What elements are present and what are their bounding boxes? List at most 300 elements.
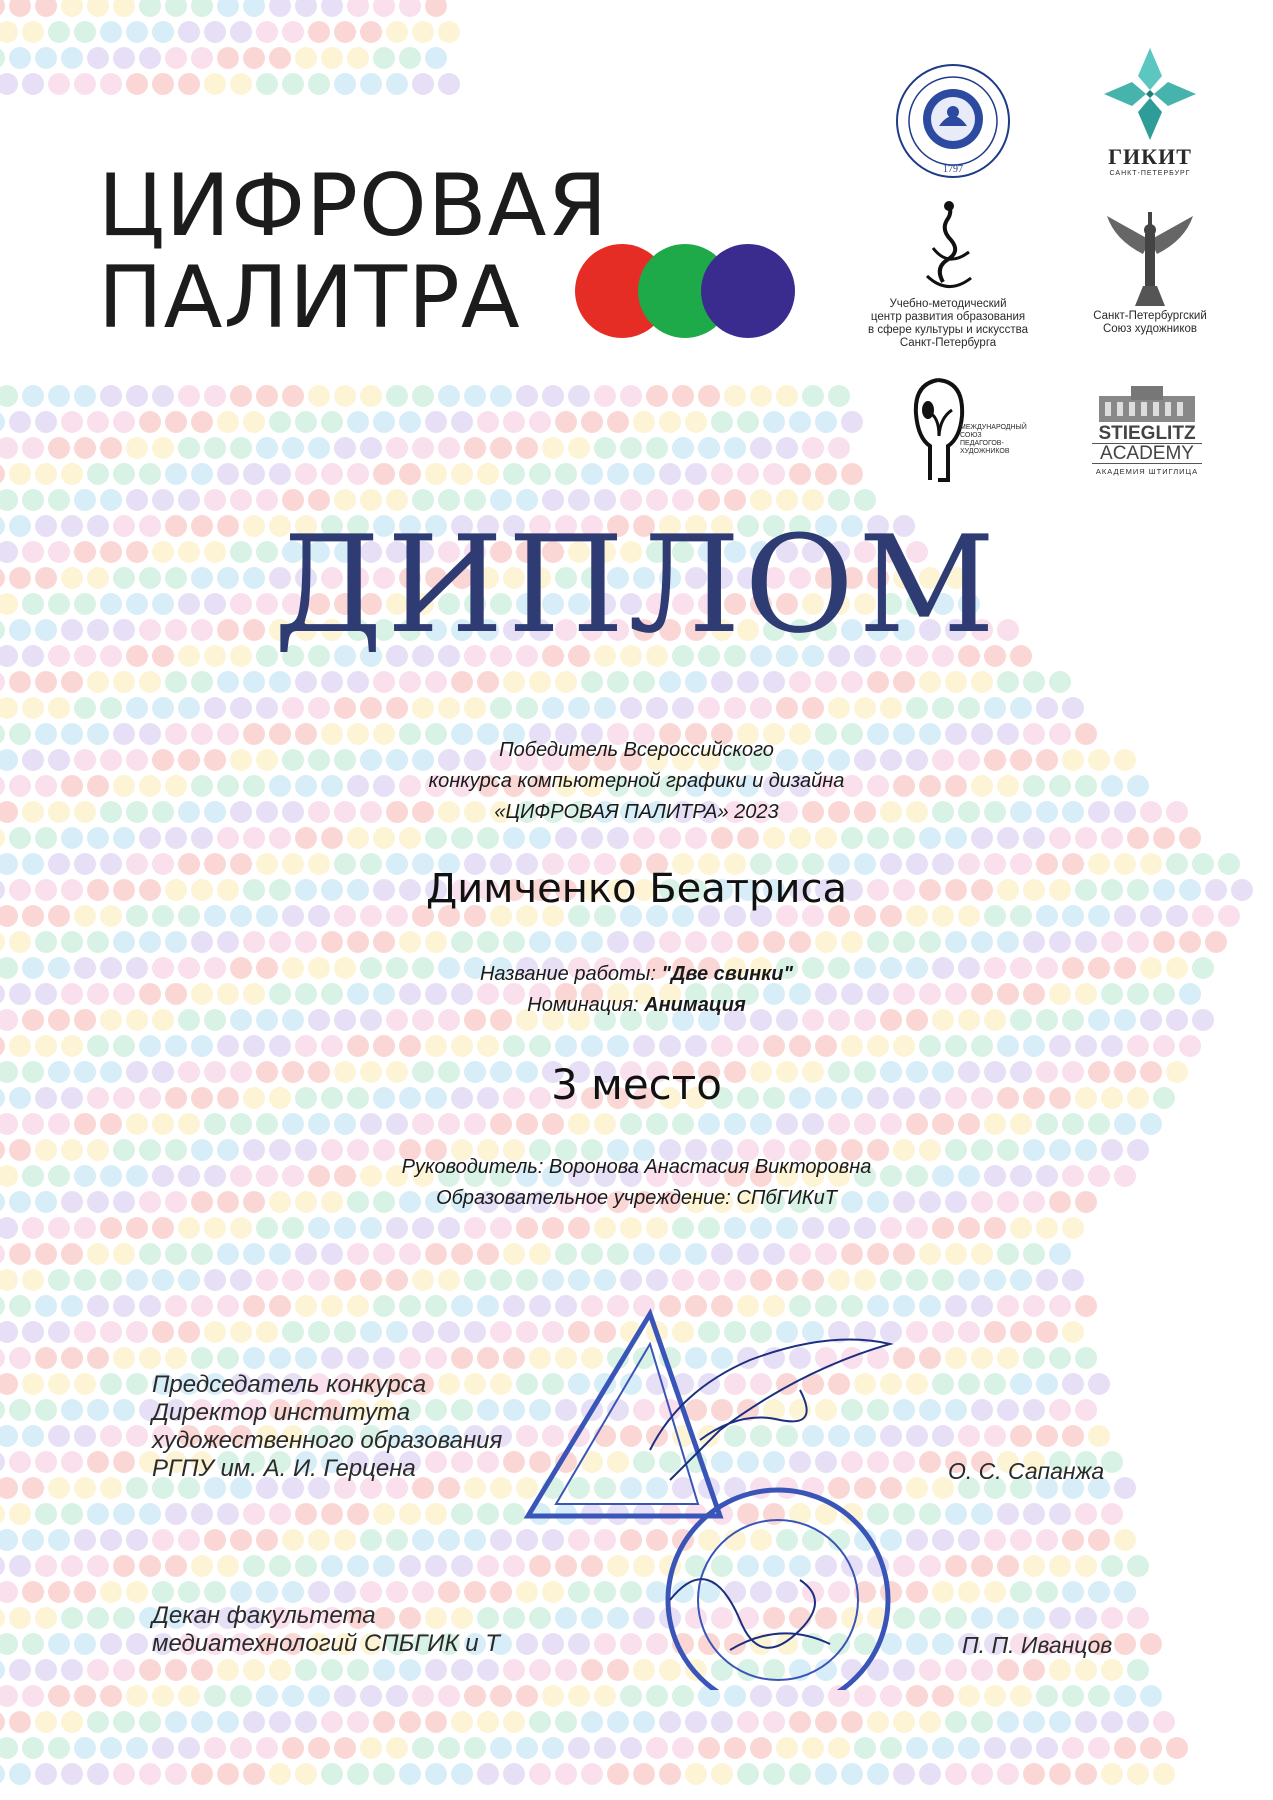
background-dot xyxy=(22,1529,44,1551)
background-dot xyxy=(48,697,70,719)
background-dot xyxy=(477,1763,499,1785)
chair-name: О. С. Сапанжа xyxy=(948,1458,1105,1484)
background-dot xyxy=(1127,1555,1149,1577)
background-dot xyxy=(295,1711,317,1733)
background-dot xyxy=(1088,1373,1110,1395)
background-dot xyxy=(0,671,5,693)
background-dot xyxy=(321,47,343,69)
background-dot xyxy=(100,1425,122,1447)
winged-figure-icon xyxy=(1095,210,1205,310)
background-dot xyxy=(191,1035,213,1057)
background-dot xyxy=(61,1711,83,1733)
background-dot xyxy=(191,47,213,69)
background-dot xyxy=(373,463,395,485)
background-dot xyxy=(425,1659,447,1681)
background-dot xyxy=(776,1269,798,1291)
background-dot xyxy=(737,1035,759,1057)
background-dot xyxy=(321,1503,343,1525)
background-dot xyxy=(555,671,577,693)
background-dot xyxy=(945,1503,967,1525)
background-dot xyxy=(737,411,759,433)
background-dot xyxy=(997,1607,1019,1629)
background-dot xyxy=(1062,1113,1084,1135)
background-dot xyxy=(126,1269,148,1291)
background-dot xyxy=(607,463,629,485)
background-dot xyxy=(412,1685,434,1707)
background-dot xyxy=(139,1243,161,1265)
background-dot xyxy=(789,411,811,433)
background-dot xyxy=(880,697,902,719)
background-dot xyxy=(490,1737,512,1759)
background-dot xyxy=(438,1737,460,1759)
background-dot xyxy=(659,1763,681,1785)
background-dot xyxy=(61,827,83,849)
background-dot xyxy=(763,1035,785,1057)
background-dot xyxy=(35,1555,57,1577)
background-dot xyxy=(347,671,369,693)
background-dot xyxy=(1010,1373,1032,1395)
background-dot xyxy=(9,1607,31,1629)
background-dot xyxy=(347,411,369,433)
background-dot xyxy=(750,697,772,719)
background-dot xyxy=(867,827,889,849)
background-dot xyxy=(243,1035,265,1057)
background-dot xyxy=(152,697,174,719)
background-dot xyxy=(48,1581,70,1603)
background-dot xyxy=(165,463,187,485)
background-dot xyxy=(87,463,109,485)
background-dot xyxy=(204,21,226,43)
work-title-line xyxy=(0,963,1273,986)
background-dot xyxy=(165,671,187,693)
background-dot xyxy=(984,1321,1006,1343)
work-label: Название работы: xyxy=(479,963,656,985)
background-dot xyxy=(763,931,785,953)
stieglitz-name-academy: ACADEMY xyxy=(1092,443,1202,464)
background-dot xyxy=(659,463,681,485)
background-dot xyxy=(1075,1555,1097,1577)
background-dot xyxy=(529,1763,551,1785)
background-dot xyxy=(191,1295,213,1317)
background-dot xyxy=(178,1269,200,1291)
spbsh-text: Санкт-Петербургский Союз художников xyxy=(1093,310,1207,335)
background-dot xyxy=(672,1737,694,1759)
background-dot xyxy=(22,1425,44,1447)
background-dot xyxy=(360,385,382,407)
background-dot xyxy=(581,1711,603,1733)
background-dot xyxy=(711,1035,733,1057)
background-dot xyxy=(581,463,603,485)
background-dot xyxy=(113,1503,135,1525)
background-dot xyxy=(373,1503,395,1525)
background-dot xyxy=(802,1113,824,1135)
background-dot xyxy=(165,1503,187,1525)
background-dot xyxy=(1062,1373,1084,1395)
background-dot xyxy=(35,1503,57,1525)
background-dot xyxy=(711,827,733,849)
background-dot xyxy=(165,1035,187,1057)
academy-building-icon xyxy=(1095,384,1199,424)
background-dot xyxy=(139,411,161,433)
background-dot xyxy=(1101,931,1123,953)
background-dot xyxy=(35,827,57,849)
background-dot xyxy=(230,1581,252,1603)
background-dot xyxy=(1062,1737,1084,1759)
background-dot xyxy=(61,1347,83,1369)
background-dot xyxy=(1010,1113,1032,1135)
background-dot xyxy=(724,437,746,459)
background-dot xyxy=(269,0,291,17)
background-dot xyxy=(308,1529,330,1551)
background-dot xyxy=(152,437,174,459)
background-dot xyxy=(139,47,161,69)
background-dot xyxy=(1114,1581,1136,1603)
background-dot xyxy=(984,1217,1006,1239)
background-dot xyxy=(1023,1711,1045,1733)
background-dot xyxy=(958,1373,980,1395)
background-dot xyxy=(1010,697,1032,719)
background-dot xyxy=(1049,671,1071,693)
background-dot xyxy=(1088,1529,1110,1551)
background-dot xyxy=(113,1243,135,1265)
background-dot xyxy=(399,1347,421,1369)
background-dot xyxy=(100,1113,122,1135)
background-dot xyxy=(360,21,382,43)
background-dot xyxy=(22,1321,44,1343)
background-dot xyxy=(295,931,317,953)
background-dot xyxy=(464,1217,486,1239)
background-dot xyxy=(802,385,824,407)
background-dot xyxy=(295,463,317,485)
background-dot xyxy=(87,1451,109,1473)
background-dot xyxy=(945,1555,967,1577)
background-dot xyxy=(750,1269,772,1291)
background-dot xyxy=(438,1581,460,1603)
background-dot xyxy=(1088,1685,1110,1707)
background-dot xyxy=(425,1711,447,1733)
background-dot xyxy=(386,1269,408,1291)
background-dot xyxy=(386,697,408,719)
background-dot xyxy=(1062,1685,1084,1707)
background-dot xyxy=(945,931,967,953)
background-dot xyxy=(282,697,304,719)
background-dot xyxy=(360,1737,382,1759)
background-dot xyxy=(152,1529,174,1551)
background-dot xyxy=(0,21,18,43)
background-dot xyxy=(555,1711,577,1733)
background-dot xyxy=(399,0,421,17)
background-dot xyxy=(750,1737,772,1759)
background-dot xyxy=(581,1035,603,1057)
background-dot xyxy=(1088,1737,1110,1759)
background-dot xyxy=(230,1321,252,1343)
background-dot xyxy=(971,1555,993,1577)
background-dot xyxy=(9,1347,31,1369)
background-dot xyxy=(503,1035,525,1057)
background-dot xyxy=(789,1763,811,1785)
background-dot xyxy=(321,1711,343,1733)
nomination-label: Номинация: xyxy=(527,994,639,1016)
background-dot xyxy=(61,1451,83,1473)
background-dot xyxy=(854,1217,876,1239)
background-dot xyxy=(425,1763,447,1785)
background-dot xyxy=(269,47,291,69)
background-dot xyxy=(35,1295,57,1317)
background-dot xyxy=(1127,931,1149,953)
background-dot xyxy=(308,73,330,95)
background-dot xyxy=(9,1659,31,1681)
background-dot xyxy=(321,463,343,485)
background-dot xyxy=(1101,1659,1123,1681)
background-dot xyxy=(477,411,499,433)
background-dot xyxy=(958,1269,980,1291)
background-dot xyxy=(815,411,837,433)
background-dot xyxy=(178,437,200,459)
background-dot xyxy=(22,1477,44,1499)
background-dot xyxy=(373,1555,395,1577)
background-dot xyxy=(360,1269,382,1291)
background-dot xyxy=(1010,1217,1032,1239)
background-dot xyxy=(126,385,148,407)
background-dot xyxy=(126,1113,148,1135)
background-dot xyxy=(425,0,447,17)
background-dot xyxy=(464,385,486,407)
background-dot xyxy=(126,21,148,43)
background-dot xyxy=(347,463,369,485)
background-dot xyxy=(360,1217,382,1239)
background-dot xyxy=(399,1503,421,1525)
background-dot xyxy=(386,1217,408,1239)
background-dot xyxy=(334,21,356,43)
background-dot xyxy=(9,1503,31,1525)
background-dot xyxy=(1036,1685,1058,1707)
background-dot xyxy=(269,931,291,953)
background-dot xyxy=(74,437,96,459)
official-stamps xyxy=(500,1300,940,1690)
background-dot xyxy=(87,1711,109,1733)
background-dot xyxy=(1036,1581,1058,1603)
background-dot xyxy=(230,21,252,43)
background-dot xyxy=(61,671,83,693)
background-dot xyxy=(464,697,486,719)
logo-gikit xyxy=(1100,46,1200,177)
background-dot xyxy=(256,697,278,719)
background-dot xyxy=(87,47,109,69)
background-dot xyxy=(139,671,161,693)
background-dot xyxy=(61,463,83,485)
background-dot xyxy=(997,1347,1019,1369)
background-dot xyxy=(685,827,707,849)
background-dot xyxy=(750,1113,772,1135)
background-dot xyxy=(282,1217,304,1239)
background-dot xyxy=(269,1763,291,1785)
background-dot xyxy=(1062,1529,1084,1551)
background-dot xyxy=(113,411,135,433)
background-dot xyxy=(191,1659,213,1681)
background-dot xyxy=(126,697,148,719)
background-dot xyxy=(893,1243,915,1265)
background-dot xyxy=(347,1659,369,1681)
herzen-university-seal-icon xyxy=(894,62,1012,180)
background-dot xyxy=(867,931,889,953)
background-dot xyxy=(633,1035,655,1057)
background-dot xyxy=(347,0,369,17)
background-dot xyxy=(659,827,681,849)
background-dot xyxy=(0,385,18,407)
background-dot xyxy=(672,385,694,407)
background-dot xyxy=(1036,1529,1058,1551)
background-dot xyxy=(152,385,174,407)
background-dot xyxy=(529,671,551,693)
background-dot xyxy=(360,437,382,459)
background-dot xyxy=(568,1113,590,1135)
dean-title-block: Декан факультета медиатехнологий СПБГИК и Т xyxy=(152,1602,500,1657)
background-dot xyxy=(1062,697,1084,719)
round-stamp-icon xyxy=(668,1490,888,1690)
background-dot xyxy=(269,1659,291,1681)
background-dot xyxy=(165,1243,187,1265)
background-dot xyxy=(854,697,876,719)
umc-text: Учебно-методический центр развития образования в сфере культуры и искусства Санкт-Петербурга xyxy=(868,298,1028,349)
background-dot xyxy=(35,1451,57,1473)
background-dot xyxy=(451,1295,473,1317)
background-dot xyxy=(932,1269,954,1291)
background-dot xyxy=(1075,1503,1097,1525)
background-dot xyxy=(139,463,161,485)
background-dot xyxy=(282,73,304,95)
background-dot xyxy=(607,931,629,953)
background-dot xyxy=(165,1555,187,1577)
background-dot xyxy=(139,1659,161,1681)
background-dot xyxy=(61,1555,83,1577)
background-dot xyxy=(1049,1763,1071,1785)
background-dot xyxy=(789,827,811,849)
background-dot xyxy=(22,1373,44,1395)
background-dot xyxy=(503,411,525,433)
background-dot xyxy=(451,463,473,485)
background-dot xyxy=(139,931,161,953)
background-dot xyxy=(711,1763,733,1785)
background-dot xyxy=(503,931,525,953)
background-dot xyxy=(178,1529,200,1551)
background-dot xyxy=(932,1113,954,1135)
background-dot xyxy=(477,1711,499,1733)
background-dot xyxy=(217,931,239,953)
logo-stieglitz-academy xyxy=(1092,384,1202,476)
background-dot xyxy=(1127,1763,1149,1785)
background-dot xyxy=(594,1737,616,1759)
background-dot xyxy=(100,1321,122,1343)
background-dot xyxy=(763,411,785,433)
background-dot xyxy=(555,411,577,433)
background-dot xyxy=(841,411,863,433)
background-dot xyxy=(971,931,993,953)
handwritten-signatures xyxy=(650,1340,890,1650)
background-dot xyxy=(1101,1763,1123,1785)
background-dot xyxy=(1114,1477,1136,1499)
background-dot xyxy=(1140,1685,1162,1707)
background-dot xyxy=(87,0,109,17)
background-dot xyxy=(74,73,96,95)
background-dot xyxy=(581,411,603,433)
background-dot xyxy=(0,1529,18,1551)
background-dot xyxy=(451,931,473,953)
background-dot xyxy=(880,1737,902,1759)
background-dot xyxy=(334,73,356,95)
background-dot xyxy=(0,1555,5,1577)
background-dot xyxy=(971,1659,993,1681)
background-dot xyxy=(308,1217,330,1239)
background-dot xyxy=(152,1113,174,1135)
background-dot xyxy=(516,1113,538,1135)
background-dot xyxy=(672,1217,694,1239)
background-dot xyxy=(646,1737,668,1759)
background-dot xyxy=(633,931,655,953)
background-dot xyxy=(373,1243,395,1265)
background-dot xyxy=(1062,1425,1084,1447)
background-dot xyxy=(1010,1269,1032,1291)
background-dot xyxy=(828,1113,850,1135)
background-dot xyxy=(113,671,135,693)
background-dot xyxy=(412,1737,434,1759)
background-dot xyxy=(126,1425,148,1447)
background-dot xyxy=(412,1529,434,1551)
background-dot xyxy=(1010,1685,1032,1707)
background-dot xyxy=(360,697,382,719)
background-dot xyxy=(724,385,746,407)
background-dot xyxy=(152,1269,174,1291)
background-dot xyxy=(269,1035,291,1057)
background-dot xyxy=(945,1607,967,1629)
background-dot xyxy=(35,931,57,953)
background-dot xyxy=(386,1581,408,1603)
background-dot xyxy=(763,1243,785,1265)
background-dot xyxy=(971,671,993,693)
background-dot xyxy=(9,671,31,693)
umc-dancer-icon xyxy=(913,198,983,298)
background-dot xyxy=(776,1113,798,1135)
background-dot xyxy=(1075,1399,1097,1421)
background-dot xyxy=(841,1763,863,1785)
background-dot xyxy=(61,1035,83,1057)
background-dot xyxy=(256,21,278,43)
background-dot xyxy=(997,1711,1019,1733)
background-dot xyxy=(204,1321,226,1343)
intro-line-3: «ЦИФРОВАЯ ПАЛИТРА» 2023 xyxy=(494,801,779,823)
background-dot xyxy=(347,827,369,849)
background-dot xyxy=(763,463,785,485)
background-dot xyxy=(451,1659,473,1681)
background-dot xyxy=(399,411,421,433)
background-dot xyxy=(87,931,109,953)
background-dot xyxy=(841,1035,863,1057)
background-dot xyxy=(269,1295,291,1317)
background-dot xyxy=(568,1217,590,1239)
background-dot xyxy=(347,1243,369,1265)
background-dot xyxy=(126,1477,148,1499)
background-dot xyxy=(230,1529,252,1551)
background-dot xyxy=(672,1269,694,1291)
background-dot xyxy=(1049,1659,1071,1681)
background-dot xyxy=(178,21,200,43)
background-dot xyxy=(971,827,993,849)
background-dot xyxy=(477,1035,499,1057)
logo-herzen-university xyxy=(888,62,1018,180)
background-dot xyxy=(165,1659,187,1681)
background-dot xyxy=(1062,1269,1084,1291)
background-dot xyxy=(256,385,278,407)
background-dot xyxy=(490,385,512,407)
